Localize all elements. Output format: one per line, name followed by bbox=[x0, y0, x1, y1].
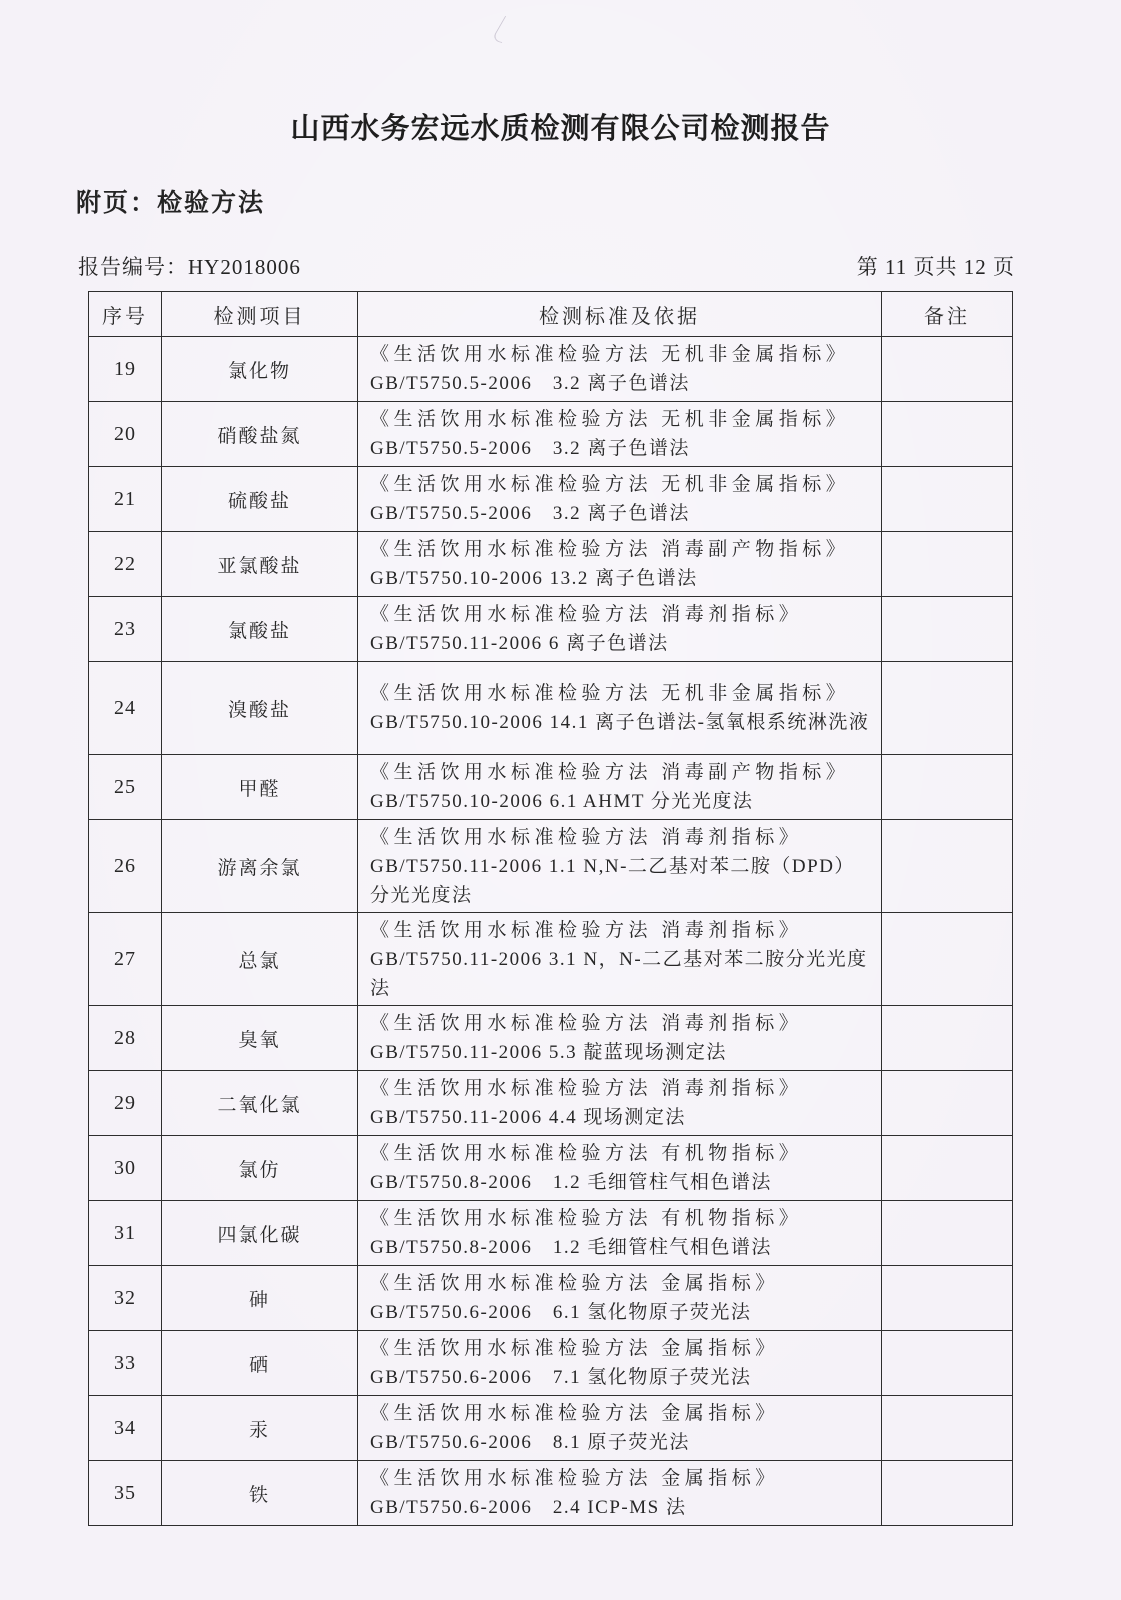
cell-standard bbox=[358, 402, 882, 467]
cell-remark bbox=[882, 402, 1013, 467]
cell-remark bbox=[882, 1006, 1013, 1071]
table-row bbox=[89, 662, 1013, 755]
cell-item: 汞 bbox=[162, 1396, 358, 1461]
table-row bbox=[89, 1461, 1013, 1526]
standard-title: 《生活饮用水标准检验方法 金属指标》 bbox=[370, 1273, 779, 1294]
standard-title: 《生活饮用水标准检验方法 无机非金属指标》 bbox=[370, 474, 850, 495]
appendix-method-label: 附页：检验方法 bbox=[76, 190, 266, 217]
cell-item: 甲醛 bbox=[162, 755, 358, 820]
cell-item: 铁 bbox=[162, 1461, 358, 1526]
cell-standard bbox=[358, 1331, 882, 1396]
col-header-remark: 备注 bbox=[882, 292, 1013, 337]
standard-title: 《生活饮用水标准检验方法 消毒副产物指标》 bbox=[370, 539, 850, 560]
cell-item: 游离余氯 bbox=[162, 820, 358, 913]
col-header-standard: 检测标准及依据 bbox=[358, 292, 882, 337]
cell-standard bbox=[358, 662, 882, 755]
cell-no: 33 bbox=[89, 1331, 162, 1396]
cell-standard bbox=[358, 913, 882, 1006]
cell-no: 19 bbox=[89, 337, 162, 402]
cell-remark bbox=[882, 1266, 1013, 1331]
cell-remark bbox=[882, 662, 1013, 755]
table-row bbox=[89, 1071, 1013, 1136]
standard-title: 《生活饮用水标准检验方法 消毒副产物指标》 bbox=[370, 762, 850, 783]
standard-method: GB/T5750.8-2006 1.2 毛细管柱气相色谱法 bbox=[370, 1172, 772, 1193]
standard-method: GB/T5750.5-2006 3.2 离子色谱法 bbox=[370, 438, 690, 459]
standard-method: GB/T5750.11-2006 6 离子色谱法 bbox=[370, 633, 669, 654]
cell-no: 25 bbox=[89, 755, 162, 820]
table-row bbox=[89, 820, 1013, 913]
cell-no: 20 bbox=[89, 402, 162, 467]
cell-no: 23 bbox=[89, 597, 162, 662]
cell-no: 32 bbox=[89, 1266, 162, 1331]
cell-item: 氯仿 bbox=[162, 1136, 358, 1201]
cell-remark bbox=[882, 597, 1013, 662]
cell-remark bbox=[882, 1136, 1013, 1201]
cell-standard bbox=[358, 532, 882, 597]
cell-item: 溴酸盐 bbox=[162, 662, 358, 755]
table-row bbox=[89, 1331, 1013, 1396]
table-row bbox=[89, 913, 1013, 1006]
cell-no: 35 bbox=[89, 1461, 162, 1526]
table-row bbox=[89, 1136, 1013, 1201]
standard-title: 《生活饮用水标准检验方法 消毒剂指标》 bbox=[370, 826, 803, 848]
standard-title: 《生活饮用水标准检验方法 有机物指标》 bbox=[370, 1143, 803, 1164]
standard-method: GB/T5750.11-2006 5.3 靛蓝现场测定法 bbox=[370, 1042, 727, 1063]
standard-method: GB/T5750.6-2006 2.4 ICP-MS 法 bbox=[370, 1497, 687, 1518]
cell-standard bbox=[358, 597, 882, 662]
standard-title: 《生活饮用水标准检验方法 无机非金属指标》 bbox=[370, 344, 850, 365]
standard-method: GB/T5750.6-2006 6.1 氢化物原子荧光法 bbox=[370, 1302, 752, 1323]
table-row bbox=[89, 1201, 1013, 1266]
cell-remark bbox=[882, 467, 1013, 532]
cell-no: 30 bbox=[89, 1136, 162, 1201]
cell-standard bbox=[358, 755, 882, 820]
cell-remark bbox=[882, 913, 1013, 1006]
table-header-row bbox=[89, 292, 1013, 337]
table-row bbox=[89, 467, 1013, 532]
report-meta-row bbox=[78, 251, 1015, 281]
standard-title: 《生活饮用水标准检验方法 消毒剂指标》 bbox=[370, 1078, 803, 1099]
cell-no: 31 bbox=[89, 1201, 162, 1266]
cell-remark bbox=[882, 755, 1013, 820]
cell-item: 硝酸盐氮 bbox=[162, 402, 358, 467]
cell-standard bbox=[358, 1006, 882, 1071]
standard-title: 《生活饮用水标准检验方法 有机物指标》 bbox=[370, 1208, 803, 1229]
standard-title: 《生活饮用水标准检验方法 无机非金属指标》 bbox=[370, 409, 850, 430]
cell-standard bbox=[358, 1136, 882, 1201]
standard-method: GB/T5750.5-2006 3.2 离子色谱法 bbox=[370, 503, 690, 524]
cell-no: 26 bbox=[89, 820, 162, 913]
test-methods-table bbox=[88, 291, 1013, 1526]
cell-item: 二氧化氯 bbox=[162, 1071, 358, 1136]
standard-title: 《生活饮用水标准检验方法 消毒剂指标》 bbox=[370, 1013, 803, 1034]
standard-method: GB/T5750.10-2006 6.1 AHMT 分光光度法 bbox=[370, 791, 754, 812]
cell-standard bbox=[358, 1201, 882, 1266]
table-row bbox=[89, 755, 1013, 820]
cell-no: 29 bbox=[89, 1071, 162, 1136]
cell-item: 硫酸盐 bbox=[162, 467, 358, 532]
cell-standard bbox=[358, 1266, 882, 1331]
cell-item: 硒 bbox=[162, 1331, 358, 1396]
table-row bbox=[89, 1266, 1013, 1331]
cell-no: 34 bbox=[89, 1396, 162, 1461]
table-row bbox=[89, 1396, 1013, 1461]
cell-remark bbox=[882, 1396, 1013, 1461]
cell-remark bbox=[882, 1201, 1013, 1266]
standard-method: GB/T5750.10-2006 13.2 离子色谱法 bbox=[370, 568, 698, 589]
cell-no: 21 bbox=[89, 467, 162, 532]
table-row bbox=[89, 1006, 1013, 1071]
cell-remark bbox=[882, 820, 1013, 913]
table-row bbox=[89, 597, 1013, 662]
cell-standard bbox=[358, 337, 882, 402]
col-header-item: 检测项目 bbox=[162, 292, 358, 337]
cell-no: 27 bbox=[89, 913, 162, 1006]
standard-title: 《生活饮用水标准检验方法 无机非金属指标》 bbox=[370, 683, 850, 704]
cell-item: 总氯 bbox=[162, 913, 358, 1006]
col-header-no: 序号 bbox=[89, 292, 162, 337]
cell-remark bbox=[882, 337, 1013, 402]
standard-method: GB/T5750.6-2006 7.1 氢化物原子荧光法 bbox=[370, 1367, 752, 1388]
cell-no: 24 bbox=[89, 662, 162, 755]
cell-item: 四氯化碳 bbox=[162, 1201, 358, 1266]
table-row bbox=[89, 532, 1013, 597]
cell-standard bbox=[358, 1396, 882, 1461]
cell-standard bbox=[358, 1071, 882, 1136]
standard-method: GB/T5750.5-2006 3.2 离子色谱法 bbox=[370, 373, 690, 394]
standard-method: GB/T5750.11-2006 1.1 N,N-二乙基对苯二胺（DPD）分光光度法 bbox=[370, 855, 855, 906]
cell-standard bbox=[358, 1461, 882, 1526]
page-title: 山西水务宏远水质检测有限公司检测报告 bbox=[290, 113, 831, 145]
cell-remark bbox=[882, 1331, 1013, 1396]
standard-title: 《生活饮用水标准检验方法 金属指标》 bbox=[370, 1338, 779, 1359]
cell-remark bbox=[882, 1461, 1013, 1526]
standard-method: GB/T5750.6-2006 8.1 原子荧光法 bbox=[370, 1432, 690, 1453]
standard-title: 《生活饮用水标准检验方法 消毒剂指标》 bbox=[370, 604, 803, 625]
cell-item: 砷 bbox=[162, 1266, 358, 1331]
cell-no: 22 bbox=[89, 532, 162, 597]
standard-method: GB/T5750.8-2006 1.2 毛细管柱气相色谱法 bbox=[370, 1237, 772, 1258]
cell-item: 氯酸盐 bbox=[162, 597, 358, 662]
standard-method: GB/T5750.10-2006 14.1 离子色谱法-氢氧根系统淋洗液 bbox=[370, 712, 870, 733]
standard-method: GB/T5750.11-2006 4.4 现场测定法 bbox=[370, 1107, 686, 1128]
standard-title: 《生活饮用水标准检验方法 金属指标》 bbox=[370, 1468, 779, 1489]
page-indicator: 第 11 页共 12 页 bbox=[856, 255, 1015, 279]
cell-standard bbox=[358, 467, 882, 532]
cell-remark bbox=[882, 1071, 1013, 1136]
standard-title: 《生活饮用水标准检验方法 金属指标》 bbox=[370, 1403, 779, 1424]
cell-item: 亚氯酸盐 bbox=[162, 532, 358, 597]
report-number: 报告编号：HY2018006 bbox=[78, 255, 301, 279]
cell-item: 臭氧 bbox=[162, 1006, 358, 1071]
standard-title: 《生活饮用水标准检验方法 消毒剂指标》 bbox=[370, 919, 803, 941]
table-row bbox=[89, 337, 1013, 402]
table-row bbox=[89, 402, 1013, 467]
standard-method: GB/T5750.11-2006 3.1 N，N-二乙基对苯二胺分光光度法 bbox=[370, 948, 868, 999]
cell-item: 氯化物 bbox=[162, 337, 358, 402]
cell-no: 28 bbox=[89, 1006, 162, 1071]
cell-standard bbox=[358, 820, 882, 913]
cell-remark bbox=[882, 532, 1013, 597]
